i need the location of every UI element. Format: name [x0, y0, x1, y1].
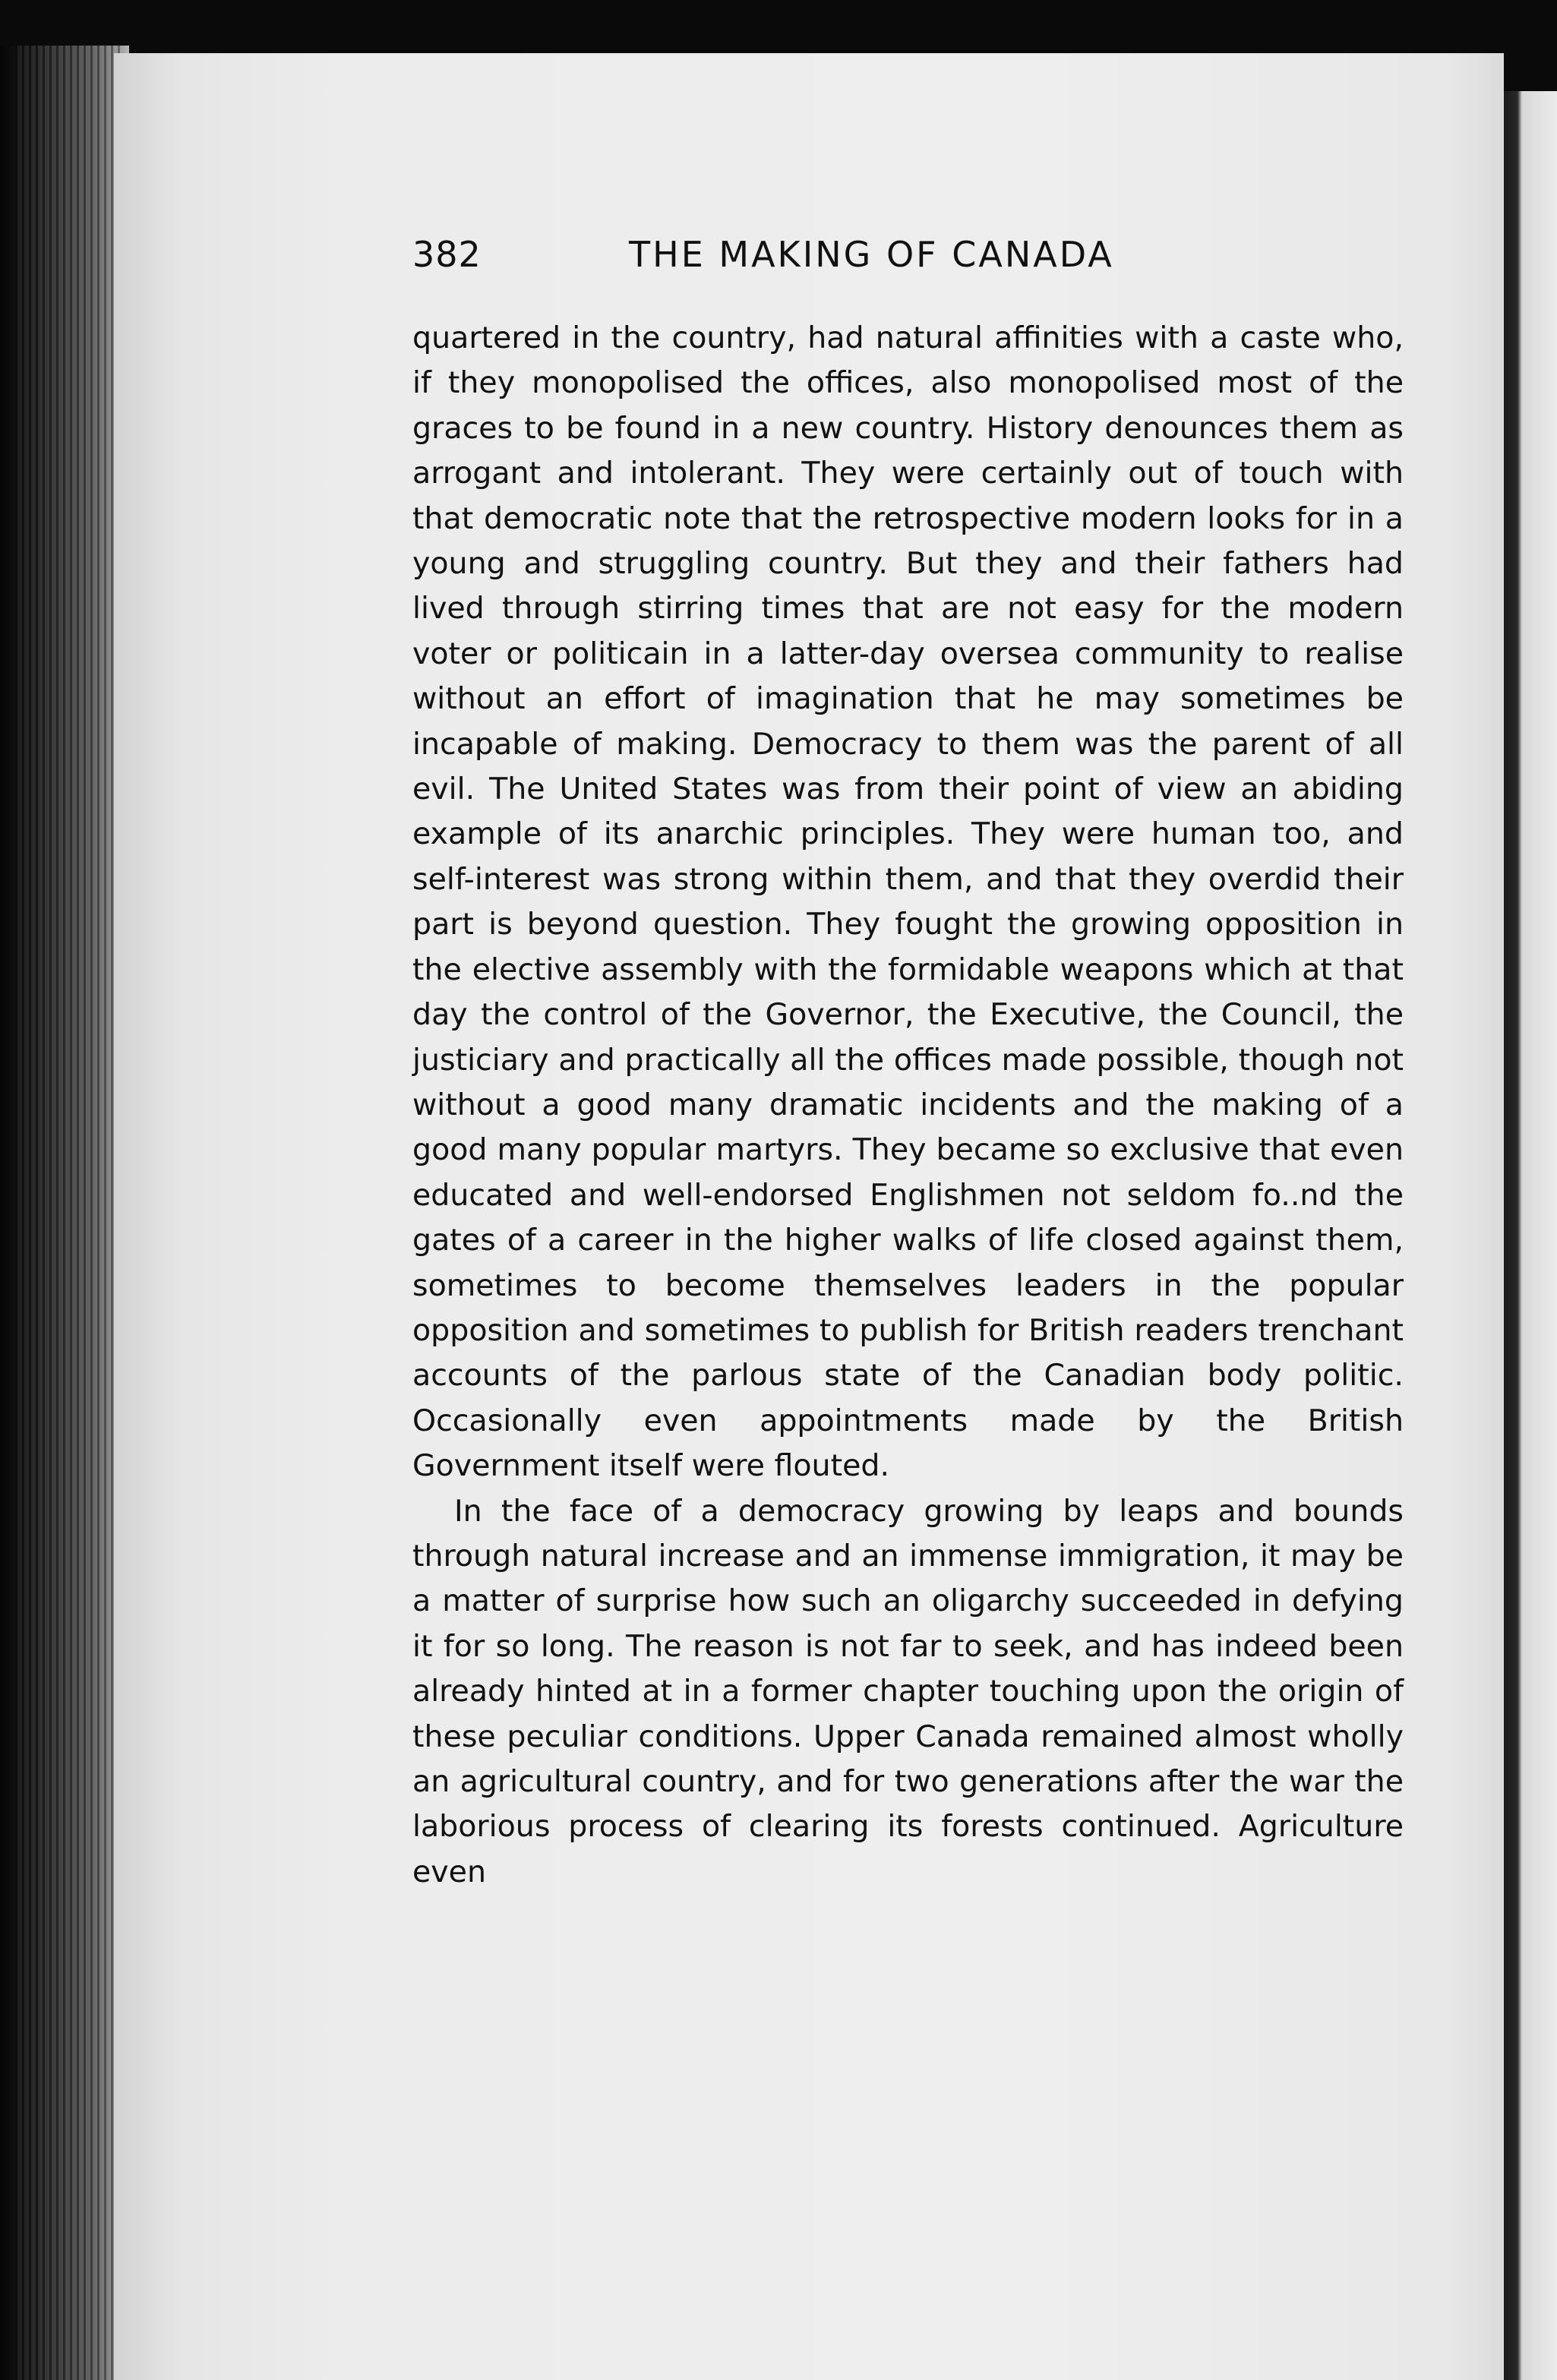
paragraph-2: In the face of a democracy growing by leaps and bounds through natural increase and an immense immigration, it may be a matter of surprise how such an oligarchy succeeded in defying it for so long. The reason is not far to seek, and has indeed been already hinted at in a former chapter touching upon the origin of these peculiar conditions. Upper Canada remained almost wholly an agricultural country, and for two generations after the war the laborious process of clearing its forests continued. Agriculture even: [412, 1493, 1404, 1889]
running-title: THE MAKING OF CANADA: [629, 234, 1114, 275]
page-number: 382: [412, 234, 482, 275]
running-head: [412, 228, 1404, 296]
next-page-edge: [1504, 91, 1557, 2380]
page-content: [412, 228, 1404, 1895]
paragraph-1: quartered in the country, had natural affinities with a caste who, if they monopolised the offices, also monopolised most of the graces to be found in a new country. History denounces them as arrogant and intolerant. They were certainly out of touch with that democratic note that the retrospective modern looks for in a young and struggling country. But they and their fathers had lived through stirring times that are not easy for the modern voter or politicain in a latter-day oversea community to realise without an effort of imagination that he may sometimes be incapable of making. Democracy to them was the parent of all evil. The United States was from their point of view an abiding example of its anarchic principles. They were human too, and self-interest was strong within them, and that they overdid their part is beyond question. They fought the growing opposition in the elective assembly with the formidable weapons which at that day the control of the Governor, the Executive, the Council, the justiciary and practically all the offices made possible, though not without a good many dramatic incidents and the making of a good many popular martyrs. They became so exclusive that even educated and well-endorsed Englishmen not seldom fo..nd the gates of a career in the higher walks of life closed against them, sometimes to become themselves leaders in the popular opposition and sometimes to publish for British readers trenchant accounts of the parlous state of the Canadian body politic. Occasionally even appointments made by the British Government itself were flouted.: [412, 320, 1404, 1484]
binding-edge-texture: [15, 46, 122, 2380]
